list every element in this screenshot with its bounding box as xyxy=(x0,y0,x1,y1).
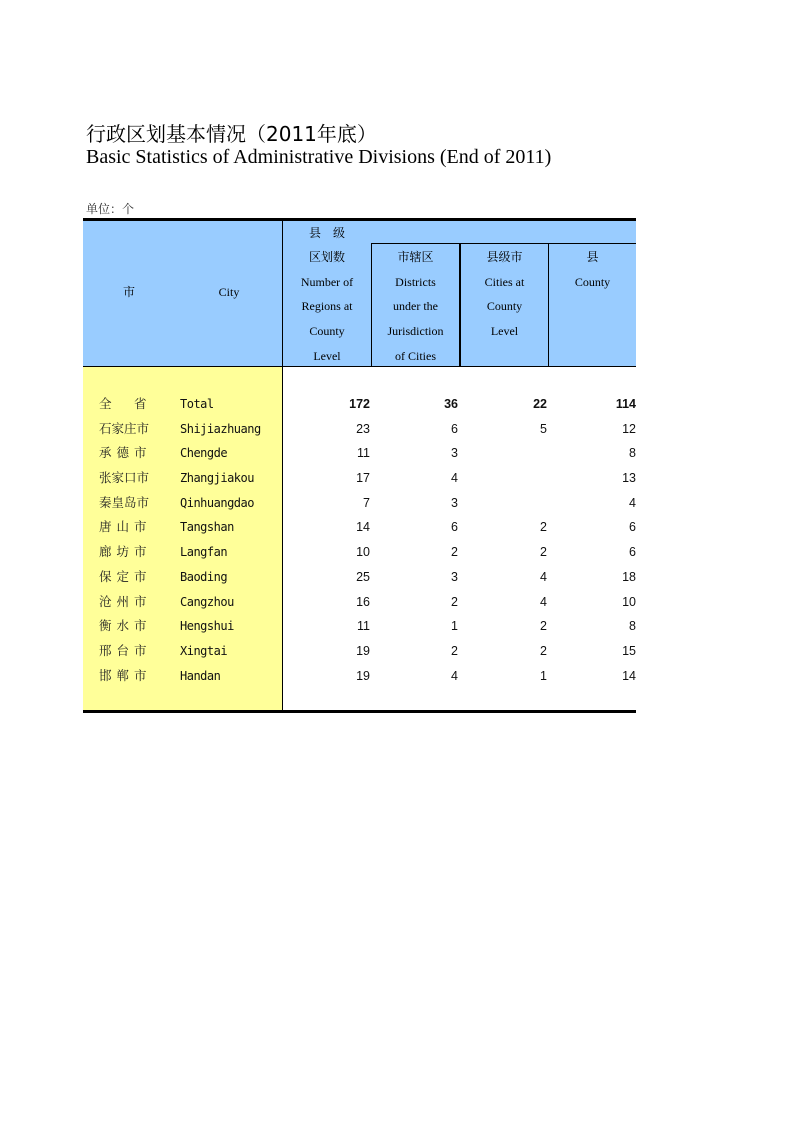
city-name-cn: 沧州市 xyxy=(99,593,152,609)
value-districts: 6 xyxy=(451,421,458,436)
value-districts: 2 xyxy=(451,545,458,560)
city-name-cn: 邢台市 xyxy=(99,642,152,658)
header-county-level-cn-2: 区划数 xyxy=(308,250,345,264)
table-row xyxy=(83,590,636,615)
value-districts: 3 xyxy=(451,569,458,584)
header-cities-en-1: Cities at xyxy=(484,275,525,289)
table-row xyxy=(83,491,636,516)
page-title-en: Basic Statistics of Administrative Divisions (End of 2011) xyxy=(86,146,552,168)
value-total: 17 xyxy=(356,471,370,486)
value-districts: 3 xyxy=(451,446,458,461)
city-name-cn: 廊坊市 xyxy=(99,544,152,560)
city-name-cn: 唐山市 xyxy=(99,519,152,535)
value-county: 6 xyxy=(629,520,636,535)
table-row xyxy=(83,639,636,664)
table-row xyxy=(83,614,636,639)
table-bottom-rule xyxy=(83,710,636,713)
value-county: 15 xyxy=(622,643,636,658)
table-row xyxy=(83,664,636,689)
unit-label: 单位：个 xyxy=(86,202,135,216)
header-districts-en-2: under the xyxy=(393,299,438,313)
value-county: 4 xyxy=(629,495,636,510)
value-county: 8 xyxy=(629,446,636,461)
value-total: 16 xyxy=(356,594,370,609)
table-row xyxy=(83,466,636,491)
city-name-cn: 邯郸市 xyxy=(99,667,152,683)
value-county: 14 xyxy=(622,668,636,683)
city-name-en: Hengshui xyxy=(180,619,234,634)
table-row xyxy=(83,441,636,466)
city-name-en: Total xyxy=(180,397,214,411)
table-row xyxy=(83,417,636,442)
value-cities: 4 xyxy=(540,594,547,609)
value-total: 11 xyxy=(357,619,370,634)
value-districts: 4 xyxy=(451,668,458,683)
value-cities: 2 xyxy=(540,619,547,634)
value-districts: 1 xyxy=(451,619,458,634)
header-county-level-en-2: Regions at xyxy=(301,299,353,313)
city-name-en: Langfan xyxy=(180,545,228,560)
city-name-en: Zhangjiakou xyxy=(180,471,254,486)
value-total: 19 xyxy=(356,643,370,658)
header-cities-en-3: Level xyxy=(490,324,519,338)
value-districts: 2 xyxy=(451,643,458,658)
value-districts: 4 xyxy=(451,471,458,486)
city-name-en: Tangshan xyxy=(180,520,234,535)
value-cities: 1 xyxy=(540,668,547,683)
value-cities: 4 xyxy=(540,569,547,584)
city-name-cn: 张家口市 xyxy=(99,470,150,486)
city-name-cn: 石家庄市 xyxy=(99,420,150,436)
header-cities-en-2: County xyxy=(486,299,523,313)
value-county: 114 xyxy=(615,397,636,411)
value-districts: 36 xyxy=(444,397,458,411)
city-name-en: Cangzhou xyxy=(180,594,234,609)
value-cities: 2 xyxy=(540,545,547,560)
city-name-cn: 承德市 xyxy=(99,445,152,461)
table-body xyxy=(83,392,636,688)
city-name-en: Chengde xyxy=(180,446,228,461)
value-county: 13 xyxy=(622,471,636,486)
city-name-en: Shijiazhuang xyxy=(180,421,261,436)
page-title-cn: 行政区划基本情况（2011年底） xyxy=(86,122,377,146)
table-row xyxy=(83,392,636,417)
header-county-en: County xyxy=(574,275,611,289)
value-cities: 2 xyxy=(540,643,547,658)
header-city-en: City xyxy=(218,285,240,299)
city-name-en: Qinhuangdao xyxy=(180,495,254,510)
value-total: 14 xyxy=(356,520,370,535)
value-cities: 5 xyxy=(540,421,547,436)
header-county-level-cn-1: 县 级 xyxy=(308,226,345,240)
header-districts-en-4: of Cities xyxy=(395,349,436,363)
value-districts: 6 xyxy=(451,520,458,535)
header-districts-en-1: Districts xyxy=(395,275,436,289)
value-districts: 3 xyxy=(451,495,458,510)
value-total: 7 xyxy=(363,495,370,510)
value-cities: 22 xyxy=(533,397,547,411)
value-county: 18 xyxy=(622,569,636,584)
value-districts: 2 xyxy=(451,594,458,609)
value-total: 19 xyxy=(356,668,370,683)
city-name-en: Xingtai xyxy=(180,643,228,658)
city-name-en: Baoding xyxy=(180,569,228,584)
header-city-cn: 市 xyxy=(122,285,135,299)
value-cities: 2 xyxy=(540,520,547,535)
city-name-cn: 秦皇岛市 xyxy=(99,494,150,510)
value-county: 6 xyxy=(629,545,636,560)
table-row xyxy=(83,540,636,565)
city-name-cn: 全 省 xyxy=(99,396,152,411)
value-total: 172 xyxy=(349,397,370,411)
city-name-cn: 衡水市 xyxy=(99,618,152,634)
value-total: 11 xyxy=(357,446,370,461)
header-county-level-en-4: Level xyxy=(313,349,341,363)
statistics-table xyxy=(83,218,636,713)
header-county-level-en-3: County xyxy=(309,324,345,338)
table-row xyxy=(83,565,636,590)
value-total: 10 xyxy=(356,545,370,560)
value-total: 23 xyxy=(356,421,370,436)
subheader-rule xyxy=(371,243,636,244)
header-districts-cn: 市辖区 xyxy=(397,250,434,264)
city-name-en: Handan xyxy=(180,668,221,683)
value-county: 10 xyxy=(622,594,636,609)
value-county: 12 xyxy=(622,421,636,436)
header-cities-cn: 县级市 xyxy=(486,250,523,264)
city-name-cn: 保定市 xyxy=(99,568,152,584)
header-county-level-en-1: Number of xyxy=(300,275,354,289)
header-county-cn: 县 xyxy=(586,250,599,264)
value-county: 8 xyxy=(629,619,636,634)
table-row xyxy=(83,515,636,540)
header-districts-en-3: Jurisdiction xyxy=(387,324,444,338)
value-total: 25 xyxy=(356,569,370,584)
